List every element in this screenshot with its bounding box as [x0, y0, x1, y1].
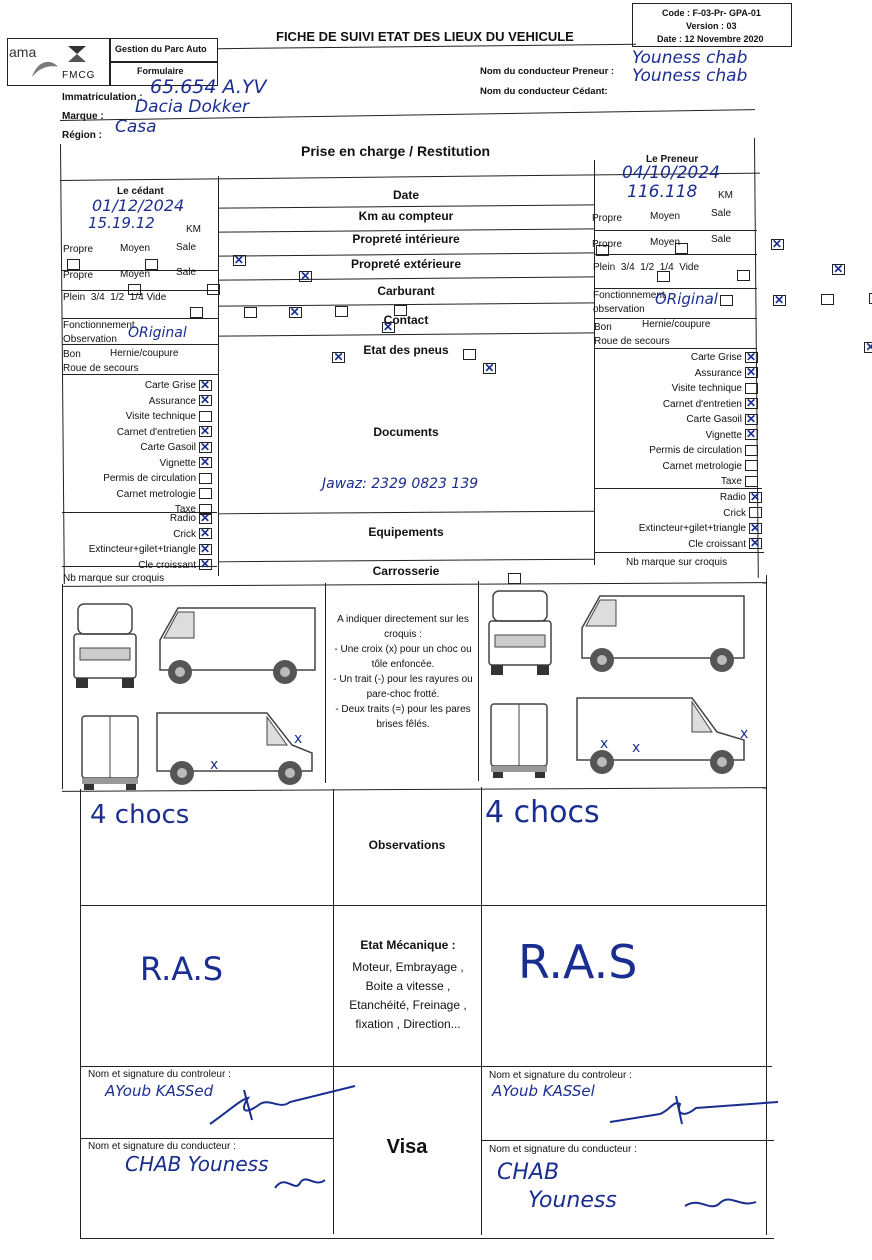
row-documents: Documents — [373, 425, 439, 439]
cedant-bon-checkbox[interactable] — [332, 352, 345, 363]
cedant-int-moyen: Moyen — [120, 243, 151, 254]
marque-value: Dacia Dokker — [135, 97, 250, 117]
van-side2-left-sketch — [152, 705, 322, 791]
controleur-cedant-label: Nom et signature du controleur : — [88, 1069, 231, 1080]
preneur-equip-item-checkbox[interactable] — [749, 492, 762, 503]
cedant-document-item — [70, 471, 212, 487]
preneur-roue: Roue de secours — [594, 336, 670, 347]
preneur-document-item-checkbox[interactable] — [745, 476, 758, 487]
row-pneus: Etat des pneus — [363, 343, 449, 357]
jawaz-note: Jawaz: 2329 0823 139 — [322, 476, 479, 492]
preneur-equip-item — [598, 521, 762, 537]
preneur-document-item — [598, 428, 758, 444]
preneur-equipements-list — [598, 490, 762, 552]
form-title: FICHE DE SUIVI ETAT DES LIEUX DU VEHICULE — [276, 29, 574, 44]
preneur-int-sale: Sale — [711, 208, 732, 219]
cedant-fuel-vide-checkbox[interactable] — [394, 305, 407, 316]
preneur-date: 04/10/2024 — [622, 163, 720, 183]
preneur-document-item-label: Assurance — [694, 367, 742, 379]
cedant-equip-item-label: Extincteur+gilet+triangle — [88, 544, 196, 555]
cedant-nb-marque-checkbox[interactable] — [508, 573, 521, 584]
preneur-fuel-plein-checkbox[interactable] — [720, 295, 733, 306]
row-km: Km au compteur — [358, 209, 454, 223]
svg-text:x: x — [294, 731, 303, 747]
preneur-document-item-label: Taxe — [720, 476, 742, 487]
cedant-document-item-label: Visite technique — [125, 411, 196, 422]
cedant-ext-propre: Propre — [63, 270, 94, 281]
preneur-fonctionnement: Fonctionnement — [593, 290, 665, 301]
observations-cedant: 4 chocs — [90, 800, 190, 830]
preneur-equip-item — [598, 537, 762, 553]
van-side2-right-sketch — [572, 690, 754, 782]
preneur-km: 116.118 — [627, 182, 698, 202]
preneur-document-item — [598, 397, 758, 413]
cedant-document-item-label: Taxe — [174, 504, 196, 515]
cedant-document-item-label: Carnet d'entretien — [116, 426, 196, 438]
preneur-ext-sale: Sale — [711, 234, 732, 245]
cedant-documents-list — [70, 378, 212, 518]
cedant-equip-item — [70, 527, 212, 543]
cedant-document-item-checkbox[interactable] — [199, 488, 212, 499]
preneur-ext-sale-checkbox[interactable] — [832, 264, 845, 275]
cedant-ext-moyen: Moyen — [120, 269, 151, 280]
preneur-fuel-12-checkbox[interactable] — [821, 294, 834, 305]
svg-text:x: x — [210, 757, 219, 773]
cedant-int-propre-checkbox[interactable] — [67, 259, 80, 270]
preneur-equip-item — [598, 506, 762, 522]
svg-text:x: x — [632, 740, 641, 756]
dept-label: Gestion du Parc Auto — [115, 44, 207, 54]
controleur-preneur-label: Nom et signature du controleur : — [489, 1070, 632, 1081]
preneur-km-unit: KM — [718, 190, 733, 201]
cedant-document-item-label: Vignette — [159, 457, 196, 469]
cedant-roue: Roue de secours — [63, 363, 139, 374]
doc-code: Code : F-03-Pr- GPA-01 — [662, 8, 761, 18]
cedant-fonctionnement-checkbox[interactable] — [382, 322, 395, 333]
cedant-equipements-list — [70, 511, 212, 573]
row-contact: Contact — [383, 313, 429, 327]
preneur-document-item-label: Vignette — [705, 429, 742, 441]
preneur-document-item-checkbox[interactable] — [745, 429, 758, 440]
row-visa: Visa — [386, 1136, 428, 1158]
doc-date: Date : 12 Novembre 2020 — [657, 34, 764, 44]
preneur-document-item-label: Visite technique — [671, 383, 742, 394]
mecanique-cedant: R.A.S — [140, 950, 224, 988]
preneur-document-item — [598, 381, 758, 397]
preneur-document-item-checkbox[interactable] — [745, 414, 758, 425]
controleur-cedant-name: AYoub KASSed — [105, 1082, 214, 1100]
preneur-document-item — [598, 474, 758, 490]
preneur-document-item-checkbox[interactable] — [745, 383, 758, 394]
row-carrosserie: Carrosserie — [372, 564, 440, 578]
croquis-instructions: A indiquer directement sur les croquis : - Une croix (x) pour un choc ou tôle enfoncée. - Un trait (-) pour les rayures ou pare-choc frotté. - Deux traits (=) pour les pares brises fêlés. — [333, 614, 473, 730]
section-title: Prise en charge / Restitution — [301, 143, 491, 159]
region-label: Région : — [62, 130, 102, 141]
row-date: Date — [392, 188, 419, 202]
cedant-document-item — [70, 440, 212, 456]
preneur-equip-item-label: Crick — [723, 507, 746, 519]
controleur-preneur-name: AYoub KASSel — [492, 1082, 595, 1100]
row-prop-ext: Propreté extérieure — [350, 257, 462, 271]
preneur-document-item-label: Carte Grise — [690, 352, 742, 363]
logo-mark-icon — [66, 44, 88, 64]
cedant-document-item — [70, 456, 212, 472]
cedant-document-item-label: Permis de circulation — [103, 473, 196, 484]
marque-label: Marque : — [62, 111, 104, 122]
preneur-ext-moyen-checkbox[interactable] — [737, 270, 750, 281]
cedant-ext-sale-checkbox[interactable] — [299, 271, 312, 282]
cedant-document-item — [70, 487, 212, 503]
cedant-bon: Bon — [63, 349, 81, 360]
cedant-fonctionnement: Fonctionnement — [63, 320, 135, 331]
cedant-document-item-label: Carte Grise — [144, 380, 196, 391]
preneur-document-item-label: Carnet metrologie — [662, 460, 742, 472]
preneur-equip-item-checkbox[interactable] — [749, 507, 762, 518]
region-value: Casa — [115, 117, 157, 137]
conducteur-cedant-label: Nom et signature du conducteur : — [88, 1141, 236, 1152]
preneur-hernie: Hernie/coupure — [642, 319, 711, 330]
cedant-equip-item-checkbox[interactable] — [199, 544, 212, 555]
preneur-observation-label: observation — [593, 304, 645, 315]
cedant-km-unit: KM — [186, 224, 201, 235]
cedant-fuel-34-checkbox[interactable] — [244, 307, 257, 318]
cedant-document-item — [70, 425, 212, 441]
cedant-document-item — [70, 409, 212, 425]
controleur-cedant-signature — [200, 1080, 360, 1130]
cedant-document-item — [70, 378, 212, 394]
cedant-document-item-label: Assurance — [148, 395, 196, 407]
doc-version: Version : 03 — [686, 21, 737, 31]
preneur-equip-item-label: Radio — [719, 492, 746, 503]
van-side-left-sketch — [150, 600, 320, 690]
cedant-fuel-labels: Plein 3/4 1/2 1/4 Vide — [63, 292, 167, 303]
cedant-int-sale: Sale — [176, 242, 197, 253]
row-equipements: Equipements — [368, 525, 444, 539]
van-side-right-sketch — [572, 588, 752, 678]
mecanique-preneur: R.A.S — [518, 935, 638, 989]
cedant-document-item-checkbox[interactable] — [199, 395, 212, 406]
van-front-left-sketch — [70, 598, 140, 690]
svg-text:x: x — [600, 736, 609, 752]
preneur-observation: ORiginal — [655, 290, 718, 308]
row-carburant: Carburant — [377, 284, 435, 298]
preneur-ext-propre: Propre — [592, 239, 623, 250]
cedant-fuel-plein-checkbox[interactable] — [190, 307, 203, 318]
preneur-fuel-34-checkbox[interactable] — [773, 295, 786, 306]
cedant-fuel-14-checkbox[interactable] — [335, 306, 348, 317]
mecanique-details: Moteur, Embrayage , Boite a vitesse , Etanchéité, Freinage , fixation , Direction... — [349, 960, 467, 1031]
cedant-document-item-checkbox[interactable] — [199, 442, 212, 453]
col-cedant-heading: Le cédant — [117, 186, 164, 197]
cedant-value: Youness chab — [632, 66, 748, 86]
row-observations: Observations — [368, 838, 446, 852]
cedant-hernie: Hernie/coupure — [110, 348, 179, 359]
cedant-equip-item-checkbox[interactable] — [199, 559, 212, 570]
cedant-equip-item-checkbox[interactable] — [199, 513, 212, 524]
cedant-equip-item — [70, 511, 212, 527]
preneur-label: Nom du conducteur Preneur : — [480, 66, 615, 77]
preneur-documents-list — [598, 350, 758, 490]
conducteur-preneur-label: Nom et signature du conducteur : — [489, 1144, 637, 1155]
cedant-equip-item-label: Radio — [169, 513, 196, 524]
cedant-hernie-checkbox[interactable] — [463, 349, 476, 360]
cedant-document-item — [70, 394, 212, 410]
immat-value: 65.654 A.YV — [150, 76, 267, 98]
preneur-nb-marque: Nb marque sur croquis — [626, 557, 728, 568]
doctype-label: Formulaire — [137, 66, 184, 76]
cedant-document-item-checkbox[interactable] — [199, 457, 212, 468]
preneur-int-sale-checkbox[interactable] — [771, 239, 784, 250]
preneur-equip-item-checkbox[interactable] — [749, 523, 762, 534]
preneur-document-item-label: Permis de circulation — [649, 445, 742, 456]
logo-leaf-icon — [30, 57, 60, 81]
cedant-km: 15.19.12 — [88, 214, 155, 232]
preneur-bon: Bon — [594, 322, 612, 333]
preneur-bon-checkbox[interactable] — [864, 342, 872, 353]
preneur-document-item-checkbox[interactable] — [745, 460, 758, 471]
conducteur-preneur-name-2: Youness — [528, 1188, 617, 1213]
cedant-equip-item-label: Cle croissant — [138, 559, 196, 571]
col-preneur-heading: Le Preneur — [646, 154, 699, 165]
preneur-ext-moyen: Moyen — [650, 237, 681, 248]
van-rear-left-sketch — [78, 712, 142, 790]
preneur-document-item-label: Carnet d'entretien — [662, 398, 742, 410]
cedant-equip-item — [70, 542, 212, 558]
preneur-equip-item-label: Cle croissant — [688, 538, 746, 550]
cedant-equip-item-label: Crick — [173, 528, 196, 540]
cedant-int-propre: Propre — [63, 244, 94, 255]
van-front-right-sketch — [485, 585, 555, 677]
company-logo: ama — [9, 44, 37, 60]
mecanique-label: Etat Mécanique : — [360, 938, 456, 952]
cedant-observation-label: Observation — [63, 334, 117, 345]
conducteur-preneur-signature — [680, 1188, 760, 1218]
controleur-preneur-signature — [600, 1090, 780, 1130]
preneur-fuel-labels: Plein 3/4 1/2 1/4 Vide — [593, 262, 700, 273]
cedant-document-item-label: Carnet metrologie — [116, 488, 196, 500]
preneur-document-item — [598, 443, 758, 459]
preneur-int-moyen: Moyen — [650, 211, 681, 222]
preneur-value: Youness chab — [632, 48, 748, 68]
cedant-label: Nom du conducteur Cédant: — [480, 86, 608, 97]
preneur-document-item — [598, 366, 758, 382]
immat-label: Immatriculation : — [62, 92, 143, 103]
conducteur-cedant-name: CHAB Youness — [125, 1152, 269, 1176]
cedant-equip-item — [70, 558, 212, 574]
preneur-document-item-checkbox[interactable] — [745, 352, 758, 363]
conducteur-preneur-name-1: CHAB — [497, 1160, 560, 1185]
cedant-document-item-checkbox[interactable] — [199, 380, 212, 391]
cedant-fuel-12-checkbox[interactable] — [289, 307, 302, 318]
van-rear-right-sketch — [487, 700, 551, 780]
cedant-roue-checkbox[interactable] — [483, 363, 496, 374]
preneur-document-item-checkbox[interactable] — [745, 367, 758, 378]
preneur-document-item — [598, 412, 758, 428]
preneur-document-item-checkbox[interactable] — [745, 445, 758, 456]
preneur-document-item — [598, 459, 758, 475]
preneur-document-item-checkbox[interactable] — [745, 398, 758, 409]
cedant-document-item-checkbox[interactable] — [199, 426, 212, 437]
preneur-int-propre: Propre — [592, 213, 623, 224]
row-prop-int: Propreté intérieure — [352, 232, 460, 246]
preneur-equip-item-label: Extincteur+gilet+triangle — [638, 523, 746, 534]
preneur-equip-item — [598, 490, 762, 506]
cedant-nb-marque: Nb marque sur croquis — [63, 573, 165, 584]
cedant-ext-sale: Sale — [176, 267, 197, 278]
cedant-document-item-checkbox[interactable] — [199, 473, 212, 484]
cedant-document-item-label: Carte Gasoil — [140, 442, 196, 453]
cedant-equip-item-checkbox[interactable] — [199, 528, 212, 539]
preneur-document-item — [598, 350, 758, 366]
preneur-equip-item-checkbox[interactable] — [749, 538, 762, 549]
observations-preneur: 4 chocs — [485, 795, 600, 830]
cedant-ext-moyen-checkbox[interactable] — [207, 284, 220, 295]
cedant-document-item-checkbox[interactable] — [199, 411, 212, 422]
svg-text:x: x — [740, 726, 749, 742]
cedant-int-sale-checkbox[interactable] — [233, 255, 246, 266]
cedant-observation: ORiginal — [128, 325, 187, 341]
cedant-date: 01/12/2024 — [92, 196, 185, 215]
preneur-document-item-label: Carte Gasoil — [686, 414, 742, 425]
logo-sub: FMCG — [62, 70, 96, 81]
conducteur-cedant-signature — [270, 1168, 330, 1198]
